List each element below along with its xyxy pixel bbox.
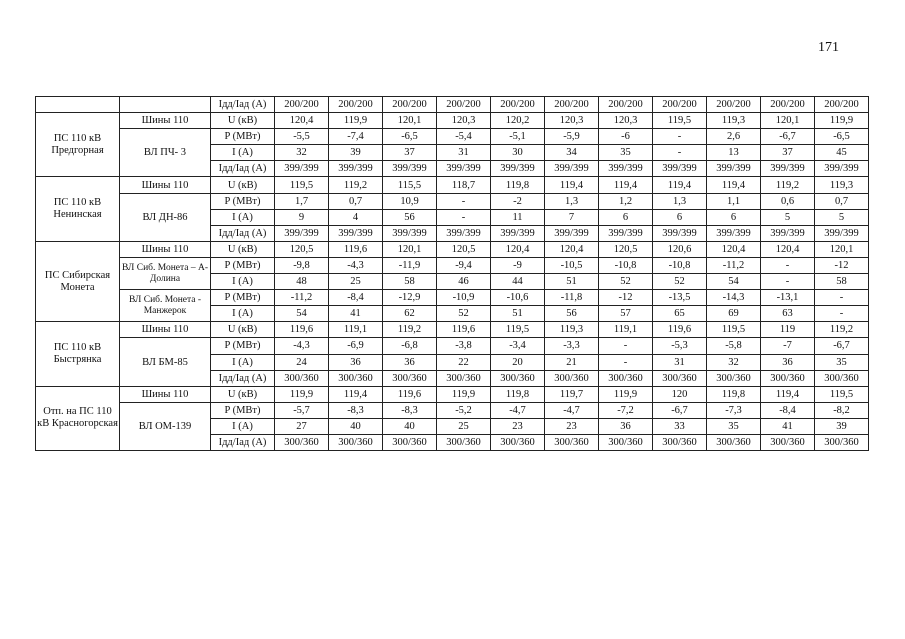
value-cell: 200/200 <box>761 97 815 113</box>
value-cell: 200/200 <box>491 97 545 113</box>
value-cell: 120,5 <box>275 241 329 257</box>
value-cell: 32 <box>275 145 329 161</box>
value-cell: 120,1 <box>383 113 437 129</box>
param-label: I (А) <box>211 354 275 370</box>
value-cell: 399/399 <box>761 161 815 177</box>
value-cell: 300/360 <box>329 370 383 386</box>
value-cell: 300/360 <box>491 434 545 450</box>
value-cell: -10,8 <box>599 257 653 273</box>
param-label: Iдд/Iад (А) <box>211 370 275 386</box>
param-label: I (А) <box>211 274 275 290</box>
value-cell: -5,1 <box>491 129 545 145</box>
value-cell: 1,3 <box>653 193 707 209</box>
value-cell: -6,8 <box>383 338 437 354</box>
value-cell: 119,9 <box>437 386 491 402</box>
value-cell: 23 <box>491 418 545 434</box>
param-label: U (кВ) <box>211 386 275 402</box>
value-cell: 119,3 <box>545 322 599 338</box>
value-cell: -10,8 <box>653 257 707 273</box>
value-cell: 300/360 <box>653 434 707 450</box>
value-cell: -4,3 <box>275 338 329 354</box>
value-cell: 399/399 <box>437 225 491 241</box>
value-cell: 31 <box>653 354 707 370</box>
value-cell: 119,4 <box>545 177 599 193</box>
value-cell: 399/399 <box>653 161 707 177</box>
value-cell: 10,9 <box>383 193 437 209</box>
bus-label: Шины 110 <box>120 113 211 129</box>
blank-cell <box>120 97 211 113</box>
value-cell: -5,8 <box>707 338 761 354</box>
value-cell: 120,1 <box>383 241 437 257</box>
param-label: U (кВ) <box>211 322 275 338</box>
value-cell: 399/399 <box>383 225 437 241</box>
value-cell: 39 <box>329 145 383 161</box>
value-cell: - <box>599 338 653 354</box>
value-cell: 9 <box>275 209 329 225</box>
value-cell: -8,3 <box>329 402 383 418</box>
value-cell: 399/399 <box>707 225 761 241</box>
value-cell: 399/399 <box>329 161 383 177</box>
value-cell: -8,2 <box>815 402 869 418</box>
value-cell: -3,3 <box>545 338 599 354</box>
value-cell: 300/360 <box>383 434 437 450</box>
value-cell: 399/399 <box>653 225 707 241</box>
value-cell: -12 <box>599 290 653 306</box>
value-cell: -7,3 <box>707 402 761 418</box>
value-cell: 119,2 <box>329 177 383 193</box>
value-cell: 44 <box>491 274 545 290</box>
value-cell: 1,3 <box>545 193 599 209</box>
value-cell: -8,4 <box>761 402 815 418</box>
value-cell: -8,3 <box>383 402 437 418</box>
value-cell: -10,9 <box>437 290 491 306</box>
value-cell: 119,8 <box>491 177 545 193</box>
value-cell: -4,7 <box>545 402 599 418</box>
value-cell: 300/360 <box>707 370 761 386</box>
value-cell: 119,7 <box>545 386 599 402</box>
value-cell: -6,7 <box>815 338 869 354</box>
value-cell: -10,6 <box>491 290 545 306</box>
table-row <box>36 113 869 129</box>
value-cell: 13 <box>707 145 761 161</box>
value-cell: 200/200 <box>275 97 329 113</box>
value-cell: 200/200 <box>545 97 599 113</box>
value-cell: 300/360 <box>815 434 869 450</box>
value-cell: 54 <box>275 306 329 322</box>
value-cell: 0,7 <box>329 193 383 209</box>
value-cell: - <box>437 193 491 209</box>
value-cell: 52 <box>599 274 653 290</box>
value-cell: -6,5 <box>383 129 437 145</box>
value-cell: 6 <box>653 209 707 225</box>
value-cell: 31 <box>437 145 491 161</box>
value-cell: 300/360 <box>653 370 707 386</box>
value-cell: 1,2 <box>599 193 653 209</box>
value-cell: 300/360 <box>761 434 815 450</box>
value-cell: 35 <box>815 354 869 370</box>
value-cell: 399/399 <box>815 225 869 241</box>
param-label: Iдд/Iад (А) <box>211 434 275 450</box>
value-cell: 119,6 <box>437 322 491 338</box>
value-cell: -11,2 <box>275 290 329 306</box>
param-label: I (А) <box>211 418 275 434</box>
value-cell: 33 <box>653 418 707 434</box>
value-cell: 200/200 <box>329 97 383 113</box>
value-cell: 119,4 <box>707 177 761 193</box>
value-cell: 399/399 <box>707 161 761 177</box>
param-label: P (МВт) <box>211 257 275 273</box>
value-cell: 119,3 <box>815 177 869 193</box>
value-cell: 119,8 <box>707 386 761 402</box>
value-cell: 300/360 <box>815 370 869 386</box>
line-name: ВЛ ПЧ- 3 <box>120 129 211 177</box>
value-cell: 119,4 <box>599 177 653 193</box>
value-cell: 62 <box>383 306 437 322</box>
param-label: P (МВт) <box>211 402 275 418</box>
value-cell: -4,7 <box>491 402 545 418</box>
line-name: ВЛ Сиб. Монета – А-Долина <box>120 257 211 289</box>
measurement-table <box>35 96 869 451</box>
value-cell: 7 <box>545 209 599 225</box>
table-row <box>36 241 869 257</box>
value-cell: 399/399 <box>491 161 545 177</box>
value-cell: 21 <box>545 354 599 370</box>
value-cell: -11,2 <box>707 257 761 273</box>
value-cell: 54 <box>707 274 761 290</box>
value-cell: 58 <box>815 274 869 290</box>
value-cell: 119,5 <box>275 177 329 193</box>
value-cell: 5 <box>815 209 869 225</box>
table-row <box>36 386 869 402</box>
value-cell: 300/360 <box>383 370 437 386</box>
value-cell: 399/399 <box>815 161 869 177</box>
value-cell: 119,3 <box>707 113 761 129</box>
value-cell: 120,3 <box>599 113 653 129</box>
value-cell: 41 <box>761 418 815 434</box>
value-cell: 35 <box>599 145 653 161</box>
value-cell: -6,7 <box>761 129 815 145</box>
value-cell: 69 <box>707 306 761 322</box>
value-cell: -7,2 <box>599 402 653 418</box>
value-cell: 20 <box>491 354 545 370</box>
value-cell: 37 <box>761 145 815 161</box>
value-cell: -4,3 <box>329 257 383 273</box>
value-cell: 300/360 <box>491 370 545 386</box>
value-cell: 120,2 <box>491 113 545 129</box>
bus-label: Шины 110 <box>120 386 211 402</box>
value-cell: 119,4 <box>653 177 707 193</box>
table-row <box>36 177 869 193</box>
station-name: ПС 110 кВ Быстрянка <box>36 322 120 386</box>
value-cell: 51 <box>491 306 545 322</box>
value-cell: 399/399 <box>383 161 437 177</box>
value-cell: 40 <box>383 418 437 434</box>
value-cell: -13,5 <box>653 290 707 306</box>
value-cell: -8,4 <box>329 290 383 306</box>
table-row <box>36 257 869 273</box>
station-name: ПС 110 кВ Предгорная <box>36 113 120 177</box>
value-cell: 119,9 <box>329 113 383 129</box>
value-cell: 119,2 <box>815 322 869 338</box>
page-number: 171 <box>818 40 839 55</box>
value-cell: 0,7 <box>815 193 869 209</box>
value-cell: 300/360 <box>599 434 653 450</box>
value-cell: -14,3 <box>707 290 761 306</box>
value-cell: 119 <box>761 322 815 338</box>
value-cell: 32 <box>707 354 761 370</box>
value-cell: -3,8 <box>437 338 491 354</box>
line-name: ВЛ БМ-85 <box>120 338 211 386</box>
value-cell: -6,5 <box>815 129 869 145</box>
value-cell: 41 <box>329 306 383 322</box>
value-cell: 45 <box>815 145 869 161</box>
value-cell: 118,7 <box>437 177 491 193</box>
value-cell: 56 <box>545 306 599 322</box>
value-cell: -3,4 <box>491 338 545 354</box>
value-cell: 6 <box>707 209 761 225</box>
bus-label: Шины 110 <box>120 322 211 338</box>
value-cell: 399/399 <box>275 225 329 241</box>
value-cell: 300/360 <box>437 434 491 450</box>
value-cell: 200/200 <box>437 97 491 113</box>
param-label: I (А) <box>211 306 275 322</box>
value-cell: -7,4 <box>329 129 383 145</box>
value-cell: 399/399 <box>329 225 383 241</box>
value-cell: 399/399 <box>437 161 491 177</box>
param-label: P (МВт) <box>211 193 275 209</box>
value-cell: 36 <box>383 354 437 370</box>
value-cell: 51 <box>545 274 599 290</box>
value-cell: 300/360 <box>275 434 329 450</box>
value-cell: - <box>815 306 869 322</box>
value-cell: 30 <box>491 145 545 161</box>
value-cell: -12 <box>815 257 869 273</box>
value-cell: 120,1 <box>761 113 815 129</box>
value-cell: -9,8 <box>275 257 329 273</box>
value-cell: 2,6 <box>707 129 761 145</box>
value-cell: 120 <box>653 386 707 402</box>
value-cell: 120,3 <box>437 113 491 129</box>
value-cell: 399/399 <box>599 225 653 241</box>
value-cell: 39 <box>815 418 869 434</box>
value-cell: 399/399 <box>761 225 815 241</box>
table-row <box>36 290 869 306</box>
value-cell: -5,5 <box>275 129 329 145</box>
value-cell: 120,3 <box>545 113 599 129</box>
value-cell: 36 <box>599 418 653 434</box>
value-cell: 119,5 <box>491 322 545 338</box>
value-cell: 300/360 <box>545 434 599 450</box>
value-cell: 36 <box>329 354 383 370</box>
value-cell: 119,9 <box>815 113 869 129</box>
value-cell: 300/360 <box>545 370 599 386</box>
value-cell: 399/399 <box>545 161 599 177</box>
param-label: U (кВ) <box>211 113 275 129</box>
param-label: P (МВт) <box>211 129 275 145</box>
value-cell: -9 <box>491 257 545 273</box>
param-label: P (МВт) <box>211 338 275 354</box>
value-cell: -12,9 <box>383 290 437 306</box>
value-cell: 115,5 <box>383 177 437 193</box>
value-cell: - <box>761 257 815 273</box>
value-cell: 52 <box>437 306 491 322</box>
value-cell: -5,3 <box>653 338 707 354</box>
value-cell: 52 <box>653 274 707 290</box>
value-cell: 399/399 <box>491 225 545 241</box>
value-cell: 399/399 <box>545 225 599 241</box>
station-name: Отп. на ПС 110 кВ Красногорская <box>36 386 120 450</box>
value-cell: 300/360 <box>437 370 491 386</box>
value-cell: 119,2 <box>383 322 437 338</box>
value-cell: 58 <box>383 274 437 290</box>
table-row <box>36 129 869 145</box>
value-cell: 200/200 <box>383 97 437 113</box>
value-cell: 200/200 <box>707 97 761 113</box>
value-cell: 119,6 <box>329 241 383 257</box>
value-cell: 119,5 <box>815 386 869 402</box>
value-cell: 119,6 <box>275 322 329 338</box>
param-label: Iдд/Iад (А) <box>211 97 275 113</box>
value-cell: 25 <box>437 418 491 434</box>
table-row <box>36 322 869 338</box>
value-cell: 56 <box>383 209 437 225</box>
value-cell: 120,4 <box>707 241 761 257</box>
value-cell: 119,9 <box>275 386 329 402</box>
table-row <box>36 193 869 209</box>
value-cell: 1,1 <box>707 193 761 209</box>
param-label: Iдд/Iад (А) <box>211 225 275 241</box>
value-cell: -11,9 <box>383 257 437 273</box>
value-cell: 65 <box>653 306 707 322</box>
line-name: ВЛ ДН-86 <box>120 193 211 241</box>
station-name: ПС 110 кВ Ненинская <box>36 177 120 241</box>
value-cell: - <box>761 274 815 290</box>
bus-label: Шины 110 <box>120 241 211 257</box>
value-cell: 399/399 <box>275 161 329 177</box>
value-cell: -2 <box>491 193 545 209</box>
value-cell: 22 <box>437 354 491 370</box>
value-cell: 119,5 <box>707 322 761 338</box>
value-cell: 119,4 <box>761 386 815 402</box>
line-name: ВЛ Сиб. Монета - Манжерок <box>120 290 211 322</box>
value-cell: -5,4 <box>437 129 491 145</box>
value-cell: -6 <box>599 129 653 145</box>
value-cell: 120,5 <box>599 241 653 257</box>
value-cell: - <box>437 209 491 225</box>
value-cell: 120,4 <box>275 113 329 129</box>
value-cell: 119,5 <box>653 113 707 129</box>
value-cell: -6,7 <box>653 402 707 418</box>
value-cell: 37 <box>383 145 437 161</box>
value-cell: 120,4 <box>545 241 599 257</box>
value-cell: 27 <box>275 418 329 434</box>
value-cell: 300/360 <box>761 370 815 386</box>
value-cell: -5,7 <box>275 402 329 418</box>
value-cell: 120,4 <box>761 241 815 257</box>
value-cell: 1,7 <box>275 193 329 209</box>
value-cell: 399/399 <box>599 161 653 177</box>
value-cell: -9,4 <box>437 257 491 273</box>
value-cell: 23 <box>545 418 599 434</box>
table-row <box>36 402 869 418</box>
value-cell: 200/200 <box>653 97 707 113</box>
value-cell: 119,1 <box>329 322 383 338</box>
value-cell: 200/200 <box>599 97 653 113</box>
value-cell: 40 <box>329 418 383 434</box>
value-cell: 57 <box>599 306 653 322</box>
value-cell: 4 <box>329 209 383 225</box>
value-cell: 5 <box>761 209 815 225</box>
value-cell: -6,9 <box>329 338 383 354</box>
value-cell: 48 <box>275 274 329 290</box>
value-cell: 119,9 <box>599 386 653 402</box>
value-cell: 63 <box>761 306 815 322</box>
value-cell: 200/200 <box>815 97 869 113</box>
value-cell: 119,4 <box>329 386 383 402</box>
value-cell: 46 <box>437 274 491 290</box>
value-cell: 35 <box>707 418 761 434</box>
value-cell: 120,4 <box>491 241 545 257</box>
value-cell: - <box>815 290 869 306</box>
param-label: P (МВт) <box>211 290 275 306</box>
value-cell: 119,6 <box>383 386 437 402</box>
value-cell: 300/360 <box>329 434 383 450</box>
value-cell: 0,6 <box>761 193 815 209</box>
value-cell: -10,5 <box>545 257 599 273</box>
line-name: ВЛ ОМ-139 <box>120 402 211 450</box>
value-cell: -7 <box>761 338 815 354</box>
header-row <box>36 97 869 113</box>
station-name: ПС Сибирская Монета <box>36 241 120 321</box>
value-cell: -11,8 <box>545 290 599 306</box>
value-cell: -13,1 <box>761 290 815 306</box>
value-cell: 119,8 <box>491 386 545 402</box>
value-cell: 6 <box>599 209 653 225</box>
value-cell: - <box>653 129 707 145</box>
value-cell: - <box>653 145 707 161</box>
param-label: I (А) <box>211 209 275 225</box>
blank-cell <box>36 97 120 113</box>
param-label: U (кВ) <box>211 177 275 193</box>
value-cell: 120,1 <box>815 241 869 257</box>
table-row <box>36 338 869 354</box>
value-cell: -5,9 <box>545 129 599 145</box>
value-cell: -5,2 <box>437 402 491 418</box>
value-cell: 36 <box>761 354 815 370</box>
value-cell: 120,5 <box>437 241 491 257</box>
param-label: Iдд/Iад (А) <box>211 161 275 177</box>
value-cell: 119,6 <box>653 322 707 338</box>
value-cell: 119,1 <box>599 322 653 338</box>
param-label: U (кВ) <box>211 241 275 257</box>
bus-label: Шины 110 <box>120 177 211 193</box>
value-cell: 34 <box>545 145 599 161</box>
value-cell: 119,2 <box>761 177 815 193</box>
value-cell: 120,6 <box>653 241 707 257</box>
param-label: I (А) <box>211 145 275 161</box>
value-cell: 11 <box>491 209 545 225</box>
value-cell: 300/360 <box>707 434 761 450</box>
value-cell: 24 <box>275 354 329 370</box>
value-cell: 25 <box>329 274 383 290</box>
value-cell: - <box>599 354 653 370</box>
value-cell: 300/360 <box>275 370 329 386</box>
value-cell: 300/360 <box>599 370 653 386</box>
